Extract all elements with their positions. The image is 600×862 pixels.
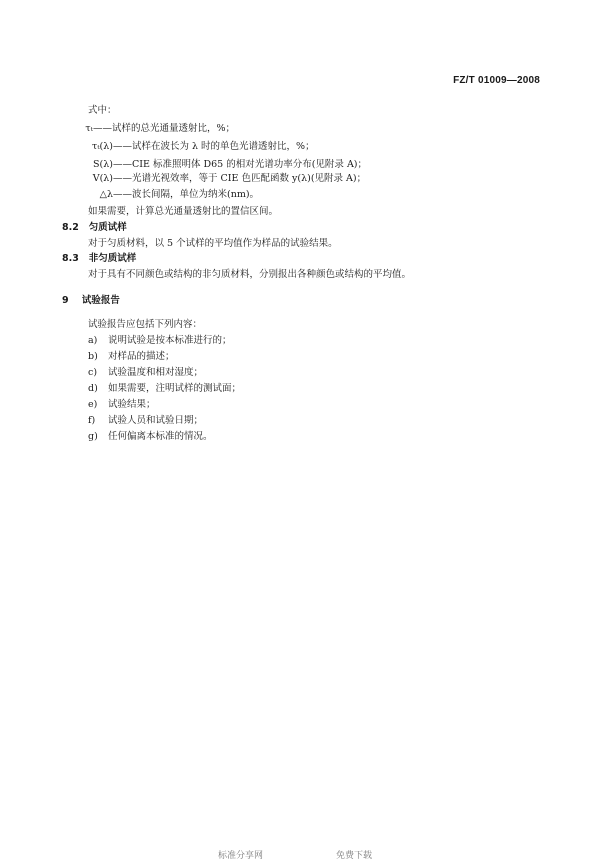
- legend-text: ——试样在波长为 λ 时的单色光谱透射比，%；: [113, 141, 315, 152]
- item-text: 说明试验是按本标准进行的；: [108, 335, 232, 346]
- report-item: [88, 430, 213, 444]
- report-item: [88, 382, 241, 396]
- report-item: [88, 398, 156, 412]
- section-title: 匀质试样: [88, 222, 127, 233]
- item-label: e): [88, 399, 98, 410]
- item-text: 任何偏离本标准的情况。: [108, 431, 213, 442]
- report-item: [88, 366, 203, 380]
- legend-item: [75, 122, 235, 136]
- section-number: 8.3: [62, 253, 79, 264]
- legend-symbol: τₜ: [85, 123, 93, 134]
- section-8-2-body: 对于匀质材料，以 5 个试样的平均值作为样品的试验结果。: [88, 238, 338, 249]
- item-text: 试验温度和相对湿度；: [108, 367, 204, 378]
- report-item: [88, 350, 175, 364]
- legend-text: ——波长间隔，单位为纳米(nm)。: [113, 189, 260, 200]
- item-text: 如果需要，注明试样的测试面；: [108, 383, 242, 394]
- legend-symbol: △λ: [99, 189, 113, 200]
- footer-right: 免费下载: [336, 851, 373, 861]
- legend-text: ——光谱光视效率，等于 CIE 色匹配函数 y(λ)(见附录 A)；: [113, 173, 367, 184]
- report-item: [88, 334, 232, 348]
- section-title: 试验报告: [81, 295, 120, 306]
- standard-number: FZ/T 01009—2008: [453, 75, 540, 86]
- legend-symbol: τₜ(λ): [91, 141, 113, 152]
- section-8-3-heading: [62, 252, 136, 266]
- footer-left: 标准分享网: [218, 851, 264, 861]
- item-text: 试验结果；: [108, 399, 156, 410]
- item-label: f): [88, 415, 96, 426]
- legend-item: [75, 140, 315, 154]
- section-8-2-heading: [62, 221, 127, 235]
- item-label: c): [88, 367, 98, 378]
- legend-symbol: V(λ): [92, 173, 113, 184]
- section-number: 8.2: [62, 222, 79, 233]
- section-9-heading: [62, 294, 120, 308]
- report-item: [88, 414, 203, 428]
- section-8-3-body: 对于具有不同颜色或结构的非匀质材料，分别报出各种颜色或结构的平均值。: [88, 269, 412, 280]
- legend-symbol: S(λ): [93, 159, 113, 170]
- formula-intro: 式中：: [88, 105, 117, 116]
- item-text: 对样品的描述；: [108, 351, 175, 362]
- legend-text: ——CIE 标准照明体 D65 的相对光谱功率分布(见附录 A)；: [113, 159, 368, 170]
- item-text: 试验人员和试验日期；: [108, 415, 204, 426]
- legend-item: [75, 172, 366, 186]
- legend-item: [75, 188, 259, 202]
- section-title: 非匀质试样: [88, 253, 137, 264]
- legend-note: 如果需要，计算总光通量透射比的置信区间。: [88, 206, 279, 217]
- legend-item: [75, 158, 367, 172]
- item-label: a): [88, 335, 98, 346]
- item-label: g): [88, 431, 98, 442]
- section-9-intro: 试验报告应包括下列内容：: [88, 319, 203, 330]
- legend-text: ——试样的总光通量透射比，%；: [93, 123, 236, 134]
- item-label: d): [88, 383, 98, 394]
- section-number: 9: [62, 295, 69, 306]
- item-label: b): [88, 351, 98, 362]
